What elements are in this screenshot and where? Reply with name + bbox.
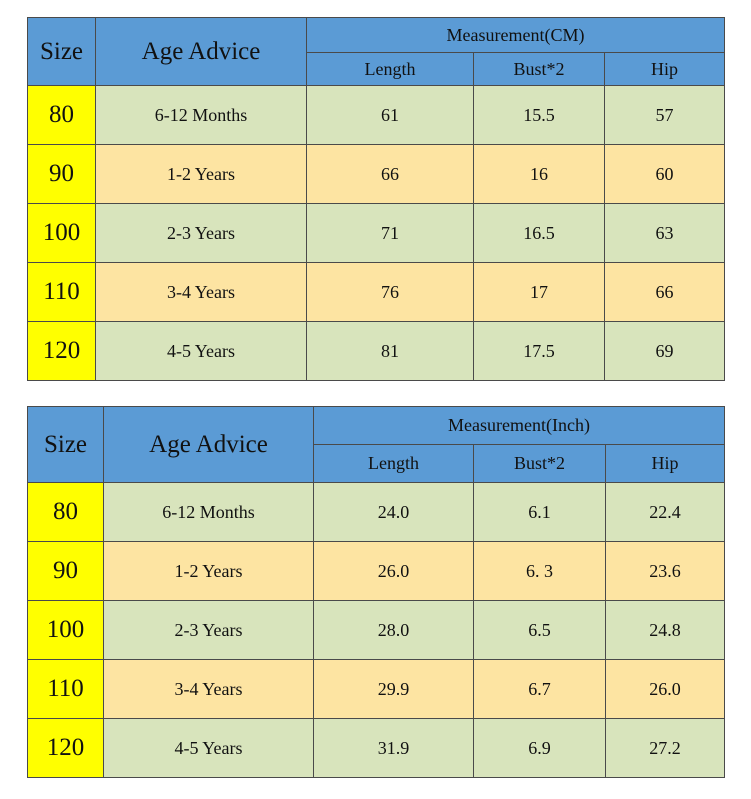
hip-cell: 57 — [605, 86, 725, 145]
table-row — [28, 601, 725, 660]
table-row — [28, 322, 725, 381]
length-cell: 26.0 — [314, 542, 474, 601]
age-cell: 1-2 Years — [104, 542, 314, 601]
size-chart-inch — [27, 406, 725, 778]
hip-cell: 27.2 — [606, 719, 725, 778]
size-cell: 90 — [28, 145, 96, 204]
age-cell: 3-4 Years — [96, 263, 307, 322]
size-chart-cm — [27, 17, 725, 381]
size-cell: 80 — [28, 86, 96, 145]
table-row — [28, 86, 725, 145]
length-cell: 31.9 — [314, 719, 474, 778]
hip-cell: 22.4 — [606, 483, 725, 542]
length-cell: 71 — [307, 204, 474, 263]
age-cell: 4-5 Years — [104, 719, 314, 778]
bust-header: Bust*2 — [474, 53, 605, 86]
size-cell: 120 — [28, 719, 104, 778]
bust-cell: 16.5 — [474, 204, 605, 263]
measurement-header: Measurement(CM) — [307, 18, 725, 53]
size-cell: 90 — [28, 542, 104, 601]
age-cell: 3-4 Years — [104, 660, 314, 719]
age-cell: 2-3 Years — [96, 204, 307, 263]
age-cell: 2-3 Years — [104, 601, 314, 660]
size-cell: 100 — [28, 601, 104, 660]
bust-cell: 6.5 — [474, 601, 606, 660]
length-cell: 66 — [307, 145, 474, 204]
bust-cell: 6.1 — [474, 483, 606, 542]
bust-cell: 15.5 — [474, 86, 605, 145]
table-row — [28, 263, 725, 322]
age-cell: 6-12 Months — [96, 86, 307, 145]
hip-header: Hip — [606, 445, 725, 483]
hip-header: Hip — [605, 53, 725, 86]
age-advice-header: Age Advice — [96, 18, 307, 86]
bust-cell: 17 — [474, 263, 605, 322]
age-advice-header: Age Advice — [104, 407, 314, 483]
bust-cell: 17.5 — [474, 322, 605, 381]
hip-cell: 63 — [605, 204, 725, 263]
table-row — [28, 204, 725, 263]
length-cell: 76 — [307, 263, 474, 322]
table-row — [28, 719, 725, 778]
bust-header: Bust*2 — [474, 445, 606, 483]
size-cell: 110 — [28, 660, 104, 719]
length-header: Length — [314, 445, 474, 483]
hip-cell: 66 — [605, 263, 725, 322]
length-cell: 29.9 — [314, 660, 474, 719]
bust-cell: 16 — [474, 145, 605, 204]
length-cell: 24.0 — [314, 483, 474, 542]
measurement-header: Measurement(Inch) — [314, 407, 725, 445]
length-cell: 28.0 — [314, 601, 474, 660]
bust-cell: 6. 3 — [474, 542, 606, 601]
table-row — [28, 483, 725, 542]
hip-cell: 60 — [605, 145, 725, 204]
size-cell: 110 — [28, 263, 96, 322]
age-cell: 4-5 Years — [96, 322, 307, 381]
size-cell: 120 — [28, 322, 96, 381]
size-header: Size — [28, 407, 104, 483]
table-row — [28, 660, 725, 719]
hip-cell: 26.0 — [606, 660, 725, 719]
age-cell: 1-2 Years — [96, 145, 307, 204]
bust-cell: 6.9 — [474, 719, 606, 778]
age-cell: 6-12 Months — [104, 483, 314, 542]
table-row — [28, 145, 725, 204]
length-cell: 81 — [307, 322, 474, 381]
hip-cell: 24.8 — [606, 601, 725, 660]
size-header: Size — [28, 18, 96, 86]
size-cell: 100 — [28, 204, 96, 263]
size-cell: 80 — [28, 483, 104, 542]
table-row — [28, 542, 725, 601]
length-cell: 61 — [307, 86, 474, 145]
bust-cell: 6.7 — [474, 660, 606, 719]
hip-cell: 69 — [605, 322, 725, 381]
hip-cell: 23.6 — [606, 542, 725, 601]
length-header: Length — [307, 53, 474, 86]
